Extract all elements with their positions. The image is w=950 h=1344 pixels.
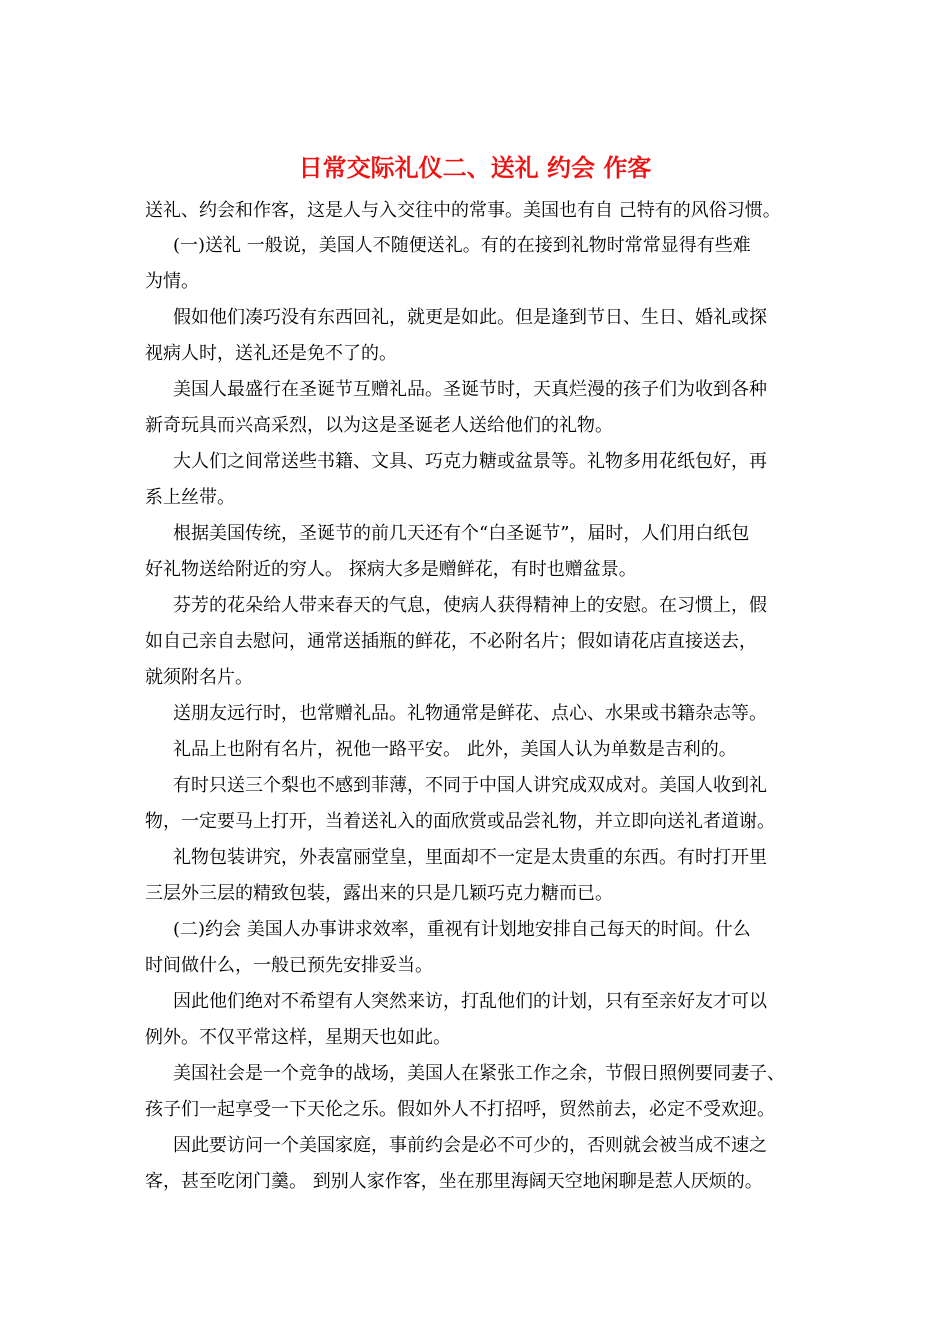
paragraph-line: 芬芳的花朵给人带来春天的气息，使病人获得精神上的安慰。在习惯上，假	[173, 595, 767, 616]
paragraph-line: 根据美国传统，圣诞节的前几天还有个“白圣诞节”，届时，人们用白纸包	[173, 523, 750, 544]
paragraph-line: 有时只送三个梨也不感到菲薄，不同于中国人讲究成双成对。美国人收到礼	[173, 775, 767, 796]
paragraph-line: 例外。不仅平常这样，星期天也如此。	[145, 1027, 451, 1048]
paragraph-line: 三层外三层的精致包装，露出来的只是几颖巧克力糖而已。	[145, 883, 613, 904]
paragraph-line: 时间做什么，一般已预先安排妥当。	[145, 955, 433, 976]
paragraph-line: 如自己亲自去慰问，通常送插瓶的鲜花，不必附名片；假如请花店直接送去，	[145, 631, 757, 652]
paragraph-line: 视病人时，送礼还是免不了的。	[145, 343, 397, 364]
paragraph-line: 礼物包装讲究，外表富丽堂皇，里面却不一定是太贵重的东西。有时打开里	[173, 847, 767, 868]
paragraph-line: 美国社会是一个竞争的战场，美国人在紧张工作之余，节假日照例要同妻子、	[173, 1063, 785, 1084]
paragraph-line: 美国人最盛行在圣诞节互赠礼品。圣诞节时，天真烂漫的孩子们为收到各种	[173, 379, 767, 400]
paragraph-line: 因此要访问一个美国家庭，事前约会是必不可少的，否则就会被当成不速之	[173, 1135, 767, 1156]
paragraph-line: 礼品上也附有名片，祝他一路平安。 此外，美国人认为单数是吉利的。	[173, 739, 737, 760]
document-title: 日常交际礼仪二、送礼 约会 作客	[298, 153, 652, 182]
paragraph-line: 大人们之间常送些书籍、文具、巧克力糖或盆景等。礼物多用花纸包好，再	[173, 451, 767, 472]
paragraph-line: 送礼、约会和作客，这是人与入交往中的常事。美国也有自 己特有的风俗习惯。	[145, 200, 781, 221]
paragraph-line: 就须附名片。	[145, 667, 253, 688]
paragraph-line: (二)约会 美国人办事讲求效率，重视有计划地安排自己每天的时间。什么	[173, 919, 751, 940]
paragraph-line: 送朋友远行时，也常赠礼品。礼物通常是鲜花、点心、水果或书籍杂志等。	[173, 703, 767, 724]
paragraph-line: 假如他们凑巧没有东西回礼，就更是如此。但是逢到节日、生日、婚礼或探	[173, 307, 767, 328]
paragraph-line: 客，甚至吃闭门羹。 到别人家作客，坐在那里海阔天空地闲聊是惹人厌烦的。	[145, 1171, 763, 1192]
paragraph-line: 物，一定要马上打开，当着送礼入的面欣赏或品尝礼物，并立即向送礼者道谢。	[145, 811, 775, 832]
paragraph-line: 为情。	[145, 271, 199, 292]
paragraph-line: 新奇玩具而兴高采烈，以为这是圣诞老人送给他们的礼物。	[145, 415, 613, 436]
paragraph-line: (一)送礼 一般说，美国人不随便送礼。有的在接到礼物时常常显得有些难	[173, 235, 751, 256]
paragraph-line: 好礼物送给附近的穷人。 探病大多是赠鲜花，有时也赠盆景。	[145, 559, 637, 580]
paragraph-line: 孩子们一起享受一下天伦之乐。假如外人不打招呼，贸然前去，必定不受欢迎。	[145, 1099, 775, 1120]
paragraph-line: 因此他们绝对不希望有人突然来访，打乱他们的计划，只有至亲好友才可以	[173, 991, 767, 1012]
paragraph-line: 系上丝带。	[145, 487, 235, 508]
